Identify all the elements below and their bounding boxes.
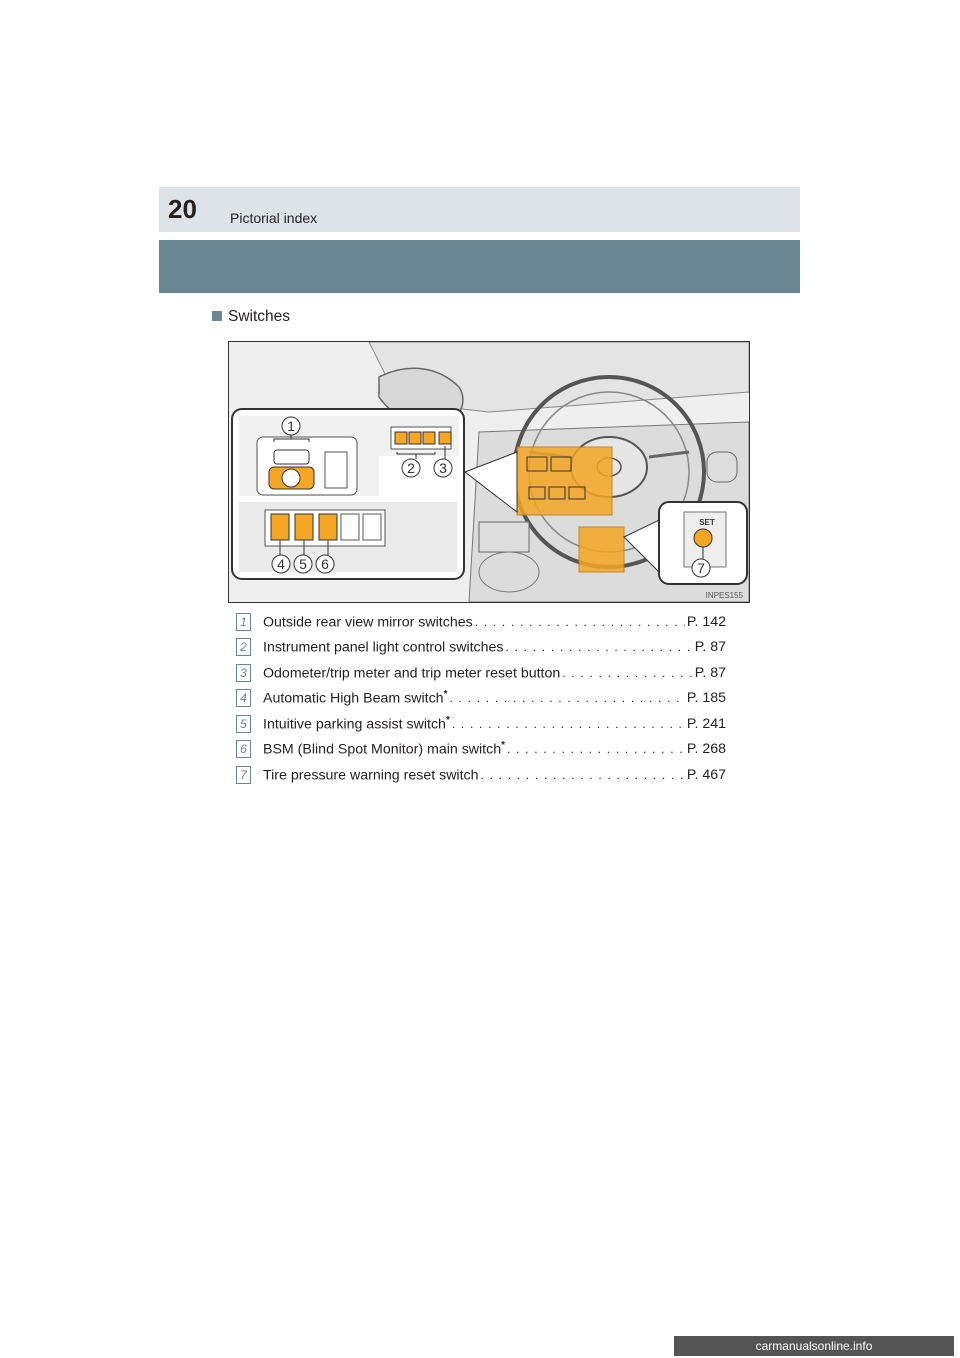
item-number: 2 xyxy=(236,638,251,656)
item-number: 7 xyxy=(236,766,251,784)
item-label: BSM (Blind Spot Monitor) main switch* xyxy=(263,740,506,759)
list-item xyxy=(236,762,726,788)
list-item xyxy=(236,686,726,712)
page-reference-link[interactable]: P. 241 xyxy=(686,715,726,732)
dashboard-drawing xyxy=(229,342,749,602)
item-number: 3 xyxy=(236,664,251,682)
leader-dots xyxy=(507,742,685,756)
item-label: Automatic High Beam switch* xyxy=(263,689,448,708)
item-label: Outside rear view mirror switches xyxy=(263,614,473,631)
leader-dots xyxy=(562,666,692,680)
switch-list xyxy=(236,609,726,788)
list-item xyxy=(236,609,726,635)
site-watermark: carmanualsonline.info xyxy=(674,1336,954,1356)
leader-dots xyxy=(506,640,693,654)
list-item xyxy=(236,737,726,763)
leader-dots xyxy=(449,691,684,705)
item-number: 6 xyxy=(236,740,251,758)
switches-illustration xyxy=(228,341,750,603)
switches-heading xyxy=(212,307,290,327)
item-number: 5 xyxy=(236,715,251,733)
list-item xyxy=(236,660,726,686)
heading-square-icon xyxy=(212,311,222,321)
item-label: Tire pressure warning reset switch xyxy=(263,767,479,784)
callout-5: 5 xyxy=(299,556,307,572)
list-item xyxy=(236,711,726,737)
figure-code: INPES155 xyxy=(705,591,743,600)
item-label: Odometer/trip meter and trip meter reset button xyxy=(263,665,561,682)
item-number: 1 xyxy=(236,613,251,631)
list-item xyxy=(236,635,726,661)
callout-2: 2 xyxy=(407,460,415,476)
leader-dots xyxy=(475,615,685,629)
page-number: 20 xyxy=(168,194,197,224)
heading-text: Switches xyxy=(228,308,291,325)
item-number: 4 xyxy=(236,689,251,707)
callout-1: 1 xyxy=(287,418,295,434)
leader-dots xyxy=(481,768,685,782)
item-label: Intuitive parking assist switch* xyxy=(263,714,450,733)
callout-7: 7 xyxy=(697,560,705,576)
header-band xyxy=(159,240,800,293)
page-reference-link[interactable]: P. 185 xyxy=(686,690,726,707)
leader-dots xyxy=(452,717,685,731)
callout-6: 6 xyxy=(321,556,329,572)
page-reference-link[interactable]: P. 142 xyxy=(686,613,726,630)
page-reference-link[interactable]: P. 268 xyxy=(686,741,726,758)
page-reference-link[interactable]: P. 87 xyxy=(694,639,726,656)
section-title: Pictorial index xyxy=(230,210,318,226)
page-reference-link[interactable]: P. 87 xyxy=(694,664,726,681)
page-reference-link[interactable]: P. 467 xyxy=(686,766,726,783)
set-label: SET xyxy=(699,518,715,527)
callout-4: 4 xyxy=(277,556,285,572)
callout-3: 3 xyxy=(439,460,447,476)
item-label: Instrument panel light control switches xyxy=(263,640,504,657)
